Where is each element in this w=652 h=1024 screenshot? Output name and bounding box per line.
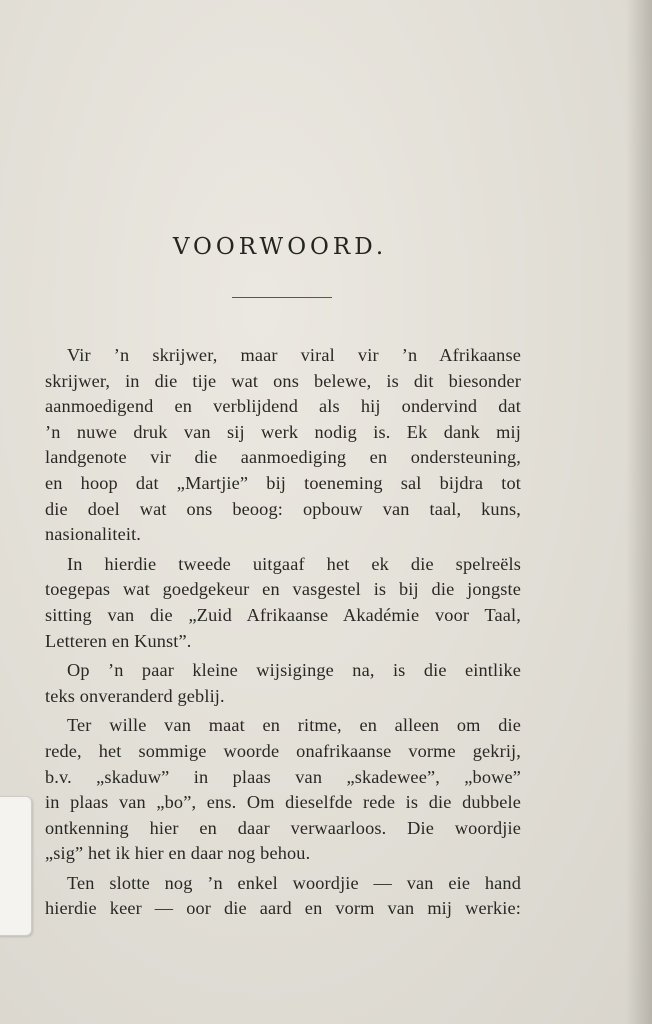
text-line: Vir ’n skrijwer, maar viral vir ’n Afrikaanse xyxy=(67,345,521,365)
text-line: rede, het sommige woorde onafrikaanse vorme gekrij, xyxy=(45,740,521,761)
text-line: Ten slotte nog ’n enkel woordjie — van eie hand xyxy=(67,872,521,893)
paragraph-3 xyxy=(45,658,521,709)
text-line: die doel wat ons beoog: opbouw van taal, kuns, xyxy=(45,498,521,519)
text-line: ontkenning hier en daar verwaarloos. Die woordjie xyxy=(45,817,521,838)
text-line: Ter wille van maat en ritme, en alleen om die xyxy=(67,715,521,736)
text-line: nasionaliteit. xyxy=(45,524,142,545)
text-line: Letteren en Kunst”. xyxy=(45,630,192,651)
text-line: in plaas van „bo”, ens. Om dieselfde rede is die dubbele xyxy=(45,792,521,813)
text-line: hierdie keer — oor die aard en vorm van mij werkie: xyxy=(45,898,521,919)
paragraph-1 xyxy=(45,343,521,548)
text-line: b.v. „skaduw” in plaas van „skadewee”, „bowe” xyxy=(45,766,521,787)
text-line: Op ’n paar kleine wijsiginge na, is die eintlike xyxy=(67,660,521,681)
text-line: „sig” het ik hier en daar nog behou. xyxy=(45,843,311,864)
title-divider xyxy=(232,297,332,298)
page-title: VOORWOORD. xyxy=(172,234,388,260)
paragraph-5 xyxy=(45,871,521,922)
text-line: skrijwer, in die tije wat ons belewe, is dit biesonder xyxy=(45,370,521,391)
preface-body xyxy=(45,343,521,922)
text-line: ’n nuwe druk van sij werk nodig is. Ek dank mij xyxy=(45,421,521,442)
paragraph-4 xyxy=(45,713,521,867)
library-label-sticker xyxy=(0,796,32,936)
text-line: landgenote vir die aanmoediging en ondersteuning, xyxy=(45,447,521,468)
text-line: In hierdie tweede uitgaaf het ek die spelreëls xyxy=(67,553,521,574)
text-line: toegepas wat goedgekeur en vasgestel is bij die jongste xyxy=(45,579,521,600)
paragraph-2 xyxy=(45,552,521,654)
text-line: en hoop dat „Martjie” bij toeneming sal bijdra tot xyxy=(45,472,521,493)
text-line: teks onveranderd geblij. xyxy=(45,685,225,706)
text-line: sitting van die „Zuid Afrikaanse Akadémie voor Taal, xyxy=(45,604,521,625)
text-line: aanmoedigend en verblijdend als hij ondervind dat xyxy=(45,396,521,417)
